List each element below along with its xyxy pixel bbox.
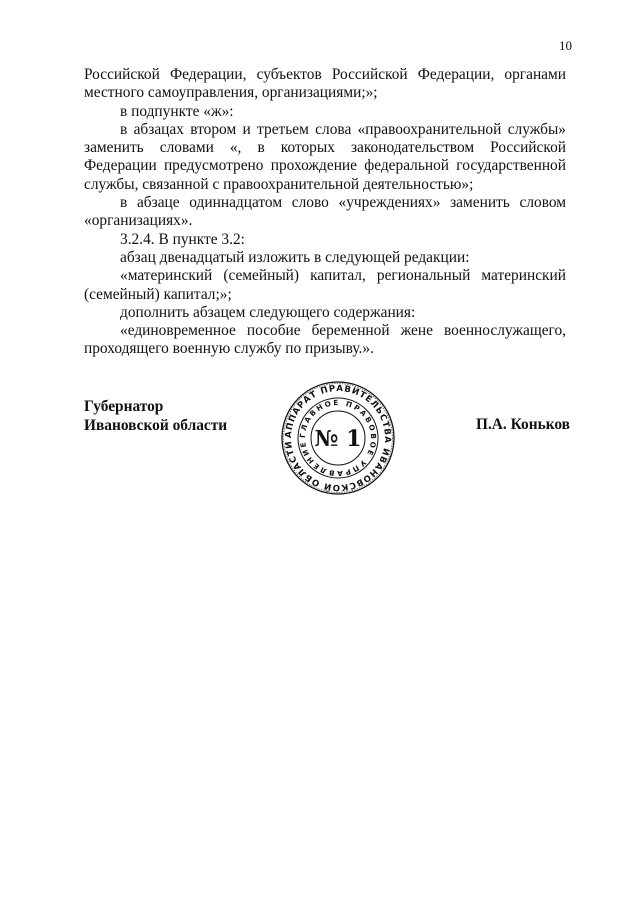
page-number: 10 <box>559 38 572 53</box>
paragraph: «материнский (семейный) капитал, региональный материнский (семейный) капитал;»; <box>84 267 566 303</box>
paragraph: в подпункте «ж»: <box>120 102 234 120</box>
paragraph: «единовременное пособие беременной жене военнослужащего, проходящего военную службу по призыву.». <box>84 322 566 358</box>
paragraph: Российской Федерации, субъектов Российской Федерации, органами местного самоуправления, организациями;»; <box>84 66 566 102</box>
paragraph: дополнить абзацем следующего содержания: <box>120 303 416 321</box>
official-seal <box>280 380 396 496</box>
signer-name: П.А. Коньков <box>475 416 570 433</box>
signature-block <box>84 380 570 493</box>
signer-position: Губернатор <box>84 398 164 415</box>
seal-outer-text: АППАРАТ ПРАВИТЕЛЬСТВА ИВАНОВСКОЙ ОБЛАСТИ <box>283 383 393 493</box>
signer-title <box>84 398 227 435</box>
document-body <box>84 66 566 359</box>
seal-inner-text: ГЛАВНОЕ ПРАВОВОЕ УПРАВЛЕНИЕ <box>297 397 379 479</box>
paragraph: 3.2.4. В пункте 3.2: <box>120 230 245 248</box>
paragraph: абзац двенадцатый изложить в следующей редакции: <box>120 248 470 266</box>
signer-region: Ивановской области <box>84 416 228 434</box>
paragraph: в абзаце одиннадцатом слово «учреждениях» заменить словом «организациях». <box>84 194 566 230</box>
seal-number: № 1 <box>314 426 362 452</box>
paragraph: в абзацах втором и третьем слова «правоохранительной службы» заменить словами «, в которых законодательством Российской Федерации предусмотрено прохождение федеральной государственной службы, связанной с правоохранительной деятельностью»; <box>84 120 566 193</box>
